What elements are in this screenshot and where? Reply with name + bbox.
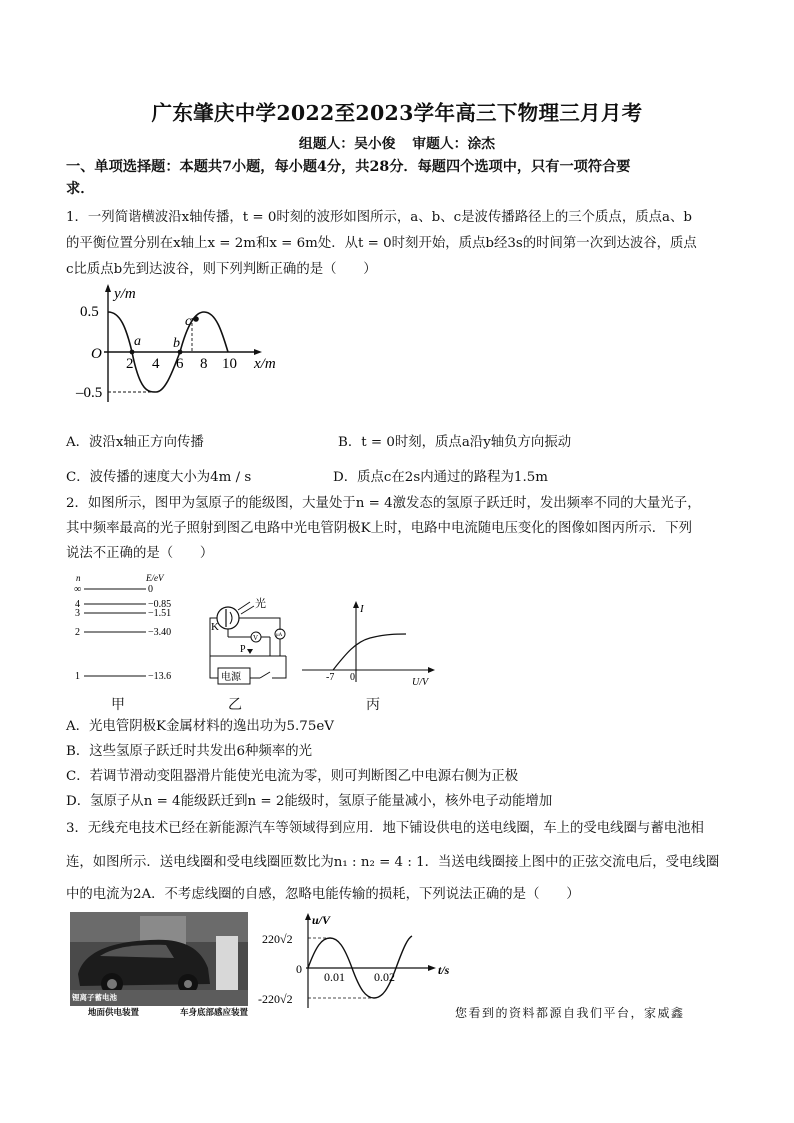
section-heading-line2: 求． bbox=[66, 181, 95, 197]
charging-station bbox=[216, 936, 238, 990]
ac-sine-curve bbox=[308, 936, 412, 998]
question-maker: 组题人：吴小俊 bbox=[298, 136, 396, 152]
q1-label-b: b bbox=[173, 336, 180, 351]
q2-iu-graph bbox=[300, 600, 436, 690]
q2-level-n: 4 bbox=[75, 599, 80, 610]
ac-yneg: -220√2 bbox=[258, 992, 293, 1006]
q1-point-a bbox=[130, 350, 135, 355]
q2-level-e: −0.85 bbox=[148, 599, 172, 610]
q2-e-header: E/eV bbox=[146, 573, 164, 583]
iu-xlabel: U/V bbox=[412, 677, 429, 688]
q2-level-n: ∞ bbox=[74, 584, 82, 595]
caption-jia: 甲 bbox=[111, 697, 125, 713]
q3-line2: 连，如图所示．送电线圈和受电线圈匝数比为n₁ : n₂ = 4 : 1．当送电线圈接上图中的正弦交流电后，受电线圈 bbox=[66, 855, 720, 870]
watermark-text: 您看到的资料都源自我们平台，家威鑫 bbox=[455, 1006, 685, 1020]
q1-line3: c比质点b先到达波谷，则下列判断正确的是（ ） bbox=[66, 262, 377, 277]
q2-level-e: −13.6 bbox=[148, 671, 172, 682]
q1-line1: 1．一列简谐横波沿x轴传播，t = 0时刻的波形如图所示，a、b、c是波传播路径上的三个质点，质点a、b bbox=[66, 210, 692, 225]
car-photo-image bbox=[70, 912, 248, 1006]
q2-line1: 2．如图所示，图甲为氢原子的能级图，大量处于n = 4激发态的氢原子跃迁时，发出频率不同的大量光子， bbox=[66, 496, 701, 511]
q1-xlabel: x/m bbox=[254, 356, 276, 372]
q2-option-c: C．若调节滑动变阻器滑片能使光电流为零，则可判断图乙中电源右侧为正极 bbox=[66, 769, 519, 784]
q1-label-a: a bbox=[134, 334, 141, 349]
q2-level-e: 0 bbox=[148, 584, 153, 595]
ac-ypos: 220√2 bbox=[262, 932, 293, 946]
q1-xtick: 8 bbox=[200, 356, 208, 372]
charging-photo bbox=[70, 912, 248, 1006]
q2-line3: 说法不正确的是（ ） bbox=[66, 546, 214, 561]
ac-xlabel: t/s bbox=[438, 963, 450, 977]
q2-line2: 其中频率最高的光子照射到图乙电路中光电管阴极K上时，电路中电流随电压变化的图像如图丙所示．下列 bbox=[66, 521, 692, 536]
voltmeter-label: V bbox=[253, 634, 259, 642]
q1-origin: O bbox=[91, 346, 102, 362]
q2-level-n: 2 bbox=[75, 627, 80, 638]
q1-line2: 的平衡位置分别在x轴上x = 2m和x = 6m处．从t = 0时刻开始，质点b经3s的时间第一次到达波谷，质点 bbox=[66, 236, 697, 251]
q1-yneg: –0.5 bbox=[76, 385, 103, 401]
q1-option-a: A．波沿x轴正方向传播 bbox=[66, 435, 204, 450]
iu-zero: 0 bbox=[350, 672, 355, 683]
light-label: 光 bbox=[255, 598, 266, 610]
q1-point-c bbox=[193, 316, 199, 322]
q3-ac-graph bbox=[256, 912, 456, 1012]
q1-option-d: D．质点c在2s内通过的路程为1.5m bbox=[333, 470, 548, 485]
q1-ypos: 0.5 bbox=[80, 304, 99, 320]
q1-xtick: 4 bbox=[152, 356, 160, 372]
ground-device-label: 地面供电装置 bbox=[88, 1008, 140, 1018]
light-ray bbox=[238, 602, 250, 610]
q1-option-b: B．t = 0时刻，质点a沿y轴负方向振动 bbox=[338, 435, 572, 450]
q1-x-arrow bbox=[254, 349, 262, 355]
section-heading-line1: 一、单项选择题：本题共7小题，每小题4分，共28分．每题四个选项中，只有一项符合要 bbox=[66, 159, 631, 175]
car-device-label: 车身底部感应装置 bbox=[180, 1008, 249, 1018]
question-reviewer: 审题人：涂杰 bbox=[412, 136, 496, 152]
slider-icon bbox=[247, 649, 253, 654]
source-label: 电源 bbox=[221, 672, 241, 683]
ac-t2: 0.02 bbox=[374, 970, 395, 984]
switch bbox=[260, 672, 270, 678]
q2-level-e: −1.51 bbox=[148, 608, 172, 619]
exam-title: 广东肇庆中学2022至2023学年高三下物理三月月考 bbox=[151, 101, 643, 125]
q1-wave-graph bbox=[74, 282, 294, 408]
q1-y-arrow bbox=[105, 284, 111, 292]
battery-label: 锂离子蓄电池 bbox=[72, 993, 117, 1002]
q2-option-b: B．这些氢原子跃迁时共发出6种频率的光 bbox=[66, 744, 312, 759]
iu-neg: -7 bbox=[326, 672, 335, 683]
q2-level-n: 3 bbox=[75, 608, 80, 619]
q2-level-n: 1 bbox=[75, 671, 80, 682]
q3-line3: 中的电流为2A．不考虑线圈的自感，忽略电能传输的损耗，下列说法正确的是（ ） bbox=[66, 887, 580, 902]
q1-xtick: 6 bbox=[176, 356, 184, 372]
caption-yi: 乙 bbox=[228, 697, 242, 713]
photocell-tube bbox=[217, 607, 239, 629]
ac-ylabel: u/V bbox=[312, 913, 331, 927]
q1-label-c: c bbox=[185, 314, 192, 329]
q2-option-d: D．氢原子从n = 4能级跃迁到n = 2能级时，氢原子能量减小，核外电子动能增加 bbox=[66, 794, 553, 809]
q2-level-e: −3.40 bbox=[148, 627, 172, 638]
q2-energy-levels bbox=[70, 572, 190, 688]
slider-label: P bbox=[240, 644, 246, 655]
cathode-label: K bbox=[211, 621, 219, 633]
q1-option-c: C．波传播的速度大小为4m / s bbox=[66, 470, 252, 485]
iu-curve bbox=[333, 634, 406, 670]
q2-option-a: A．光电管阴极K金属材料的逸出功为5.75eV bbox=[66, 719, 334, 734]
ac-zero: 0 bbox=[296, 962, 302, 976]
section-heading bbox=[66, 156, 736, 200]
ammeter-label: μA bbox=[276, 633, 283, 638]
q1-ylabel: y/m bbox=[114, 286, 136, 302]
caption-bing: 丙 bbox=[366, 697, 380, 713]
q3-line1: 3．无线充电技术已经在新能源汽车等领域得到应用．地下铺设供电的送电线圈，车上的受电线圈与蓄电池相 bbox=[66, 821, 704, 836]
q1-xtick: 10 bbox=[222, 356, 237, 372]
q1-xtick: 2 bbox=[126, 356, 134, 372]
setters bbox=[0, 132, 794, 152]
q2-circuit bbox=[200, 596, 300, 688]
iu-ylabel: I bbox=[360, 603, 364, 615]
q2-n-header: n bbox=[76, 573, 81, 583]
ac-t1: 0.01 bbox=[324, 970, 345, 984]
